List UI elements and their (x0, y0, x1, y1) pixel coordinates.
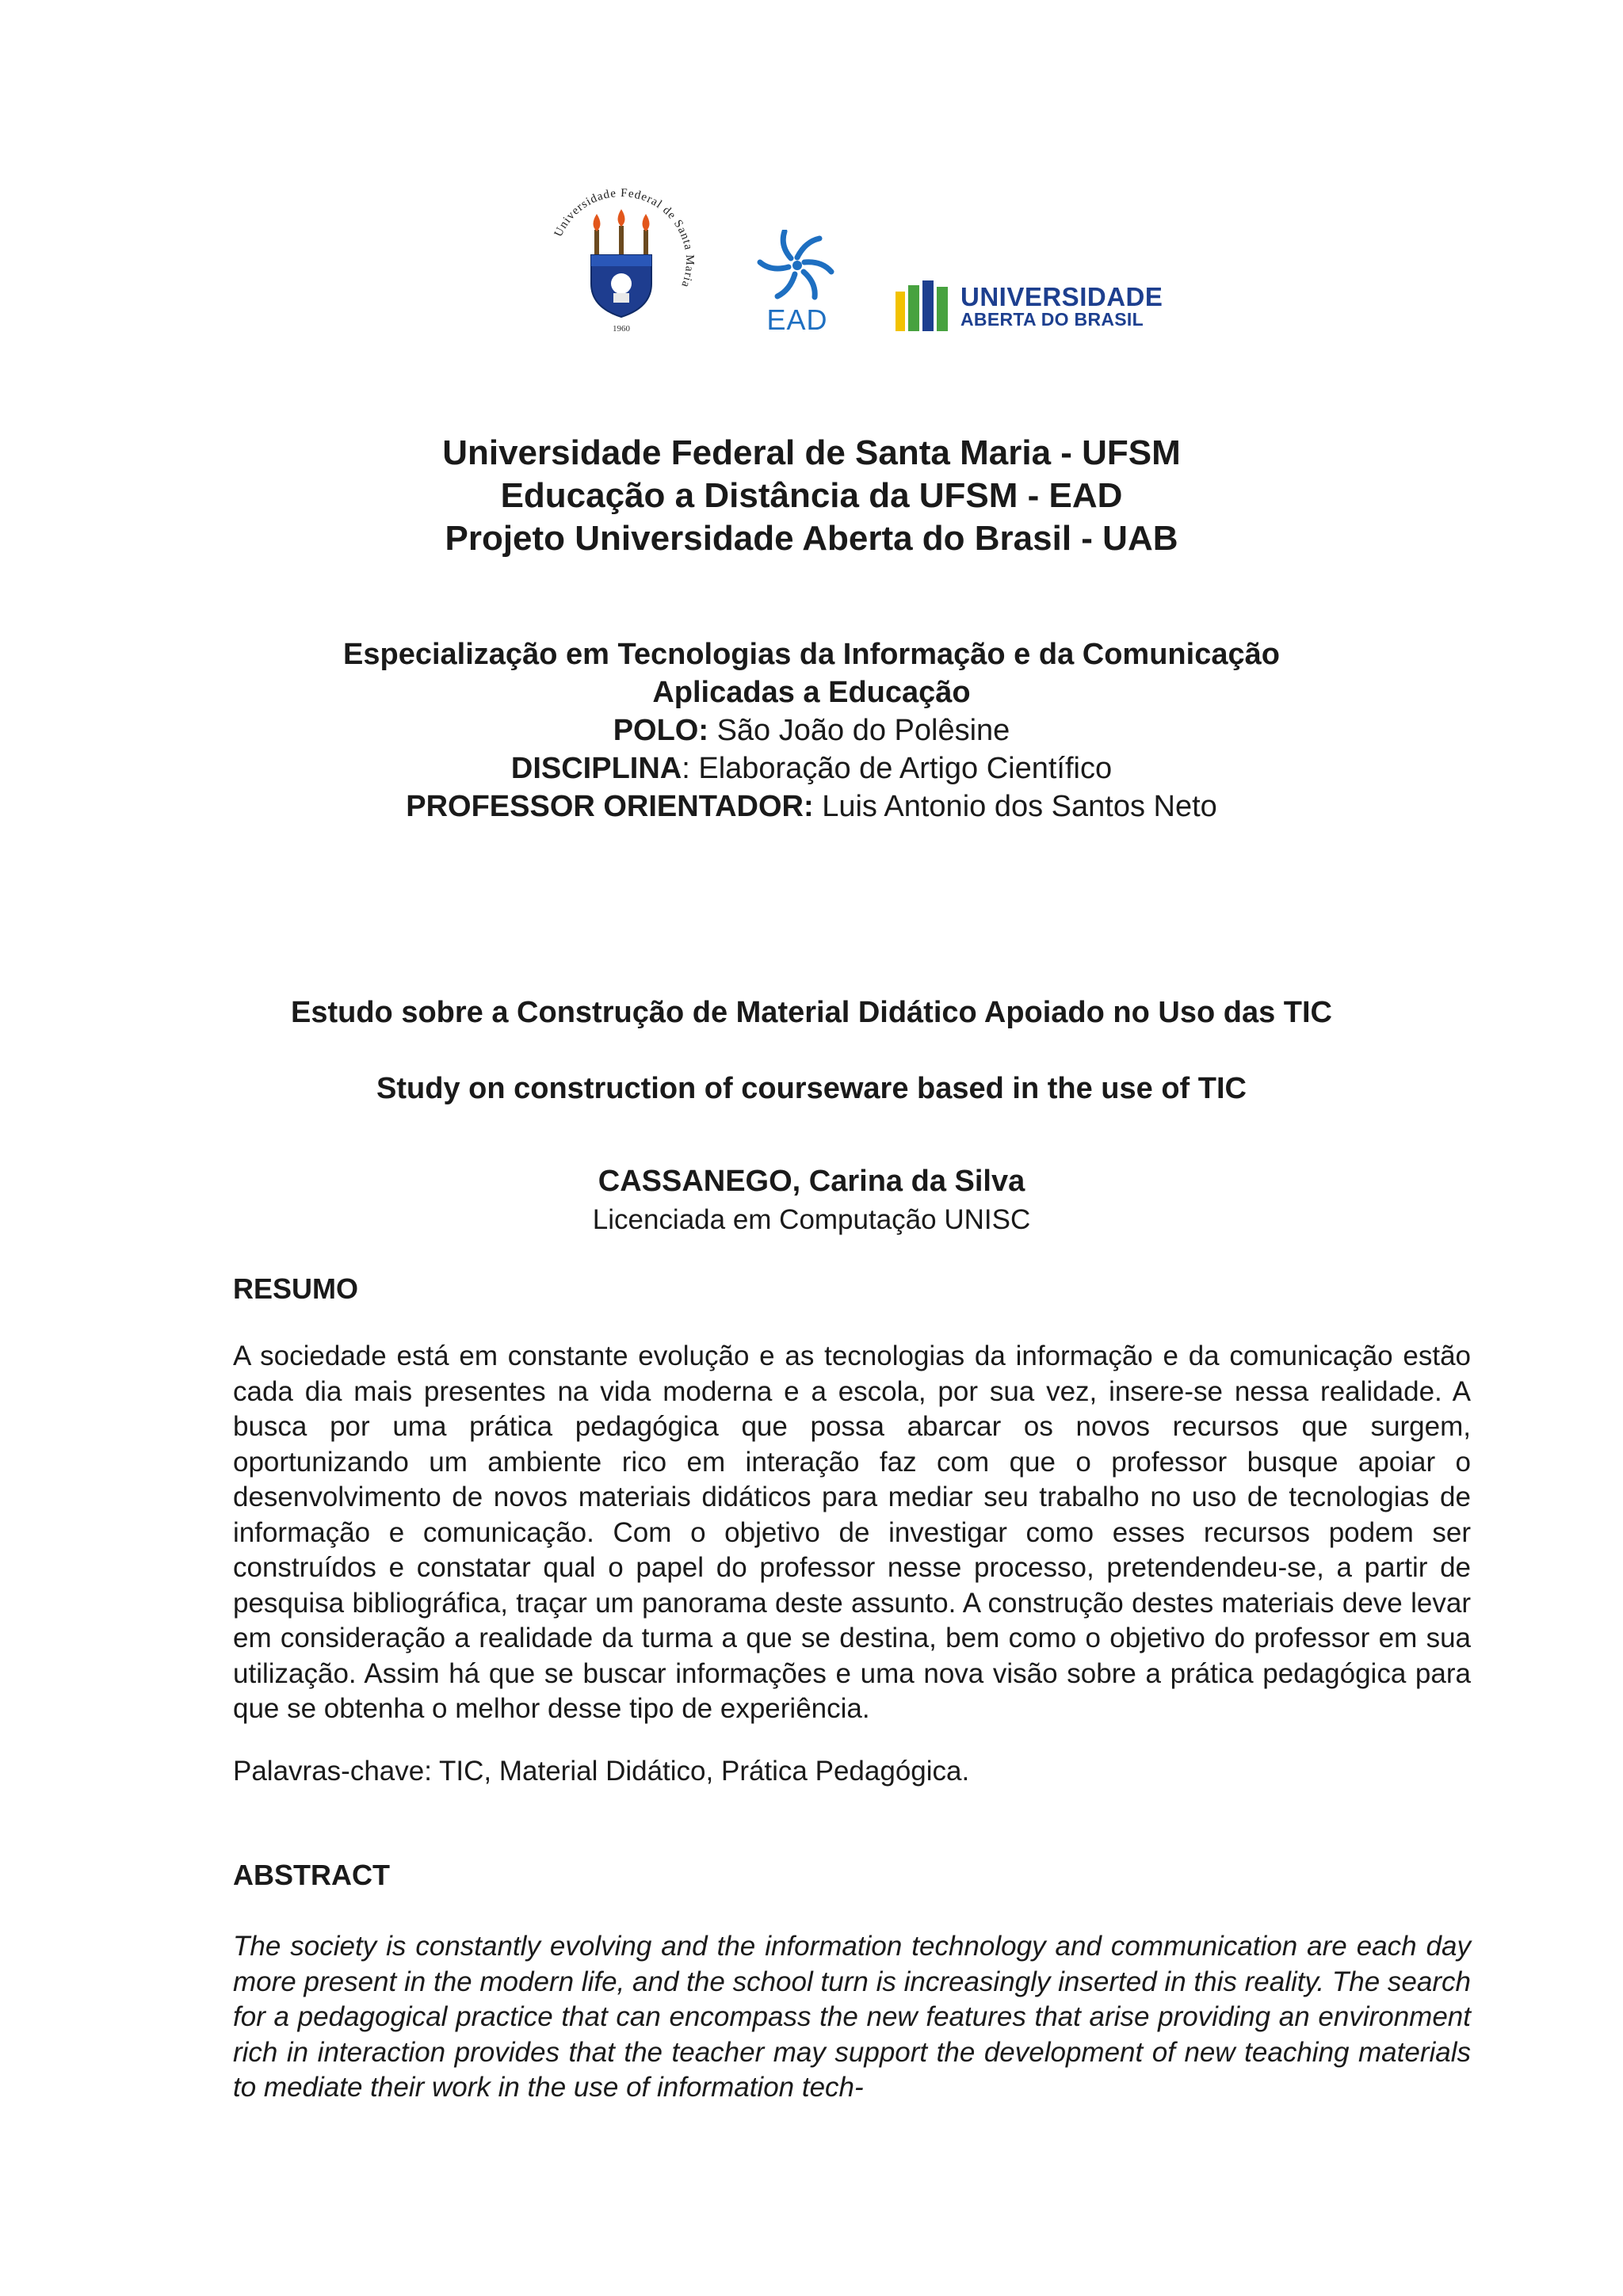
professor-value: Luis Antonio dos Santos Neto (813, 790, 1217, 823)
disciplina-label: DISCIPLINA (510, 752, 682, 785)
disciplina-line (0, 749, 1623, 788)
abstract-text: The society is constantly evolving and the information technology and communication are each day more present in the modern life, and the school turn is increasingly inserted in this reality. The search for a pedagogical practice that can encompass the new features that arise providing an environment rich in interaction provides that the teacher may support the development of new teaching materials to mediate their work in the use of information tech- (233, 1931, 1471, 2103)
uab-line1: UNIVERSIDADE (960, 282, 1163, 311)
uab-mark-icon (896, 280, 954, 333)
institution-header (0, 432, 1623, 560)
abstract-heading: ABSTRACT (233, 1859, 390, 1891)
ead-logo (754, 230, 840, 334)
seal-year: 1960 (613, 324, 630, 334)
ead-label: EAD (766, 303, 828, 336)
course-info (0, 635, 1623, 826)
article-title-en: Study on construction of courseware based in the use of TIC (376, 1072, 1247, 1105)
course-title-line1: Especialização em Tecnologias da Informação e da Comunicação (343, 638, 1280, 671)
article-title-pt: Estudo sobre a Construção de Material Didático Apoiado no Uso das TIC (291, 996, 1332, 1029)
seal-ring-text: Universidade Federal de Santa Maria (552, 186, 697, 290)
logos-row (0, 182, 1623, 364)
header-line1: Universidade Federal de Santa Maria - UFSM (442, 433, 1181, 472)
uab-line2: ABERTA DO BRASIL (960, 309, 1144, 330)
uab-logo (896, 277, 1165, 336)
keywords: Palavras-chave: TIC, Material Didático, Prática Pedagógica. (233, 1756, 970, 1787)
professor-label: PROFESSOR ORIENTADOR: (406, 790, 814, 823)
disciplina-value: : Elaboração de Artigo Científico (682, 752, 1113, 785)
header-line3: Projeto Universidade Aberta do Brasil - UAB (445, 519, 1178, 558)
polo-line (0, 711, 1623, 749)
author-affiliation: Licenciada em Computação UNISC (592, 1204, 1031, 1235)
polo-value: São João do Polêsine (708, 714, 1010, 747)
resumo-heading: RESUMO (233, 1272, 359, 1305)
polo-label: POLO: (613, 714, 709, 747)
ead-swirl-icon (754, 230, 840, 301)
course-title-line2: Aplicadas a Educação (652, 676, 971, 709)
professor-line (0, 788, 1623, 826)
ufsm-seal-logo (542, 182, 701, 341)
resumo-text: A sociedade está em constante evolução e as tecnologias da informação e da comunicação estão cada dia mais presentes na vida moderna e a escola, por sua vez, insere-se nessa realidade. A busca por uma prática pedagógica que possa abarcar os novos recursos que surgem, oportunizando um ambiente rico em interação faz com que o professor busque apoiar o desenvolvimento de novos materiais didáticos para mediar seu trabalho no uso de tecnologias de informação e comunicação. Com o objetivo de investigar como esses recursos podem ser construídos e constatar qual o papel do professor nesse processo, pretendendeu-se, a partir de pesquisa bibliográfica, traçar um panorama deste assunto. A construção destes materiais deve levar em consideração a realidade da turma a que se destina, bem como o objetivo do professor em sua utilização. Assim há que se buscar informações e uma nova visão sobre a prática pedagógica para que se obtenha o melhor desse tipo de experiência. (233, 1341, 1471, 1724)
author-name: CASSANEGO, Carina da Silva (598, 1165, 1025, 1198)
header-line2: Educação a Distância da UFSM - EAD (500, 476, 1123, 515)
